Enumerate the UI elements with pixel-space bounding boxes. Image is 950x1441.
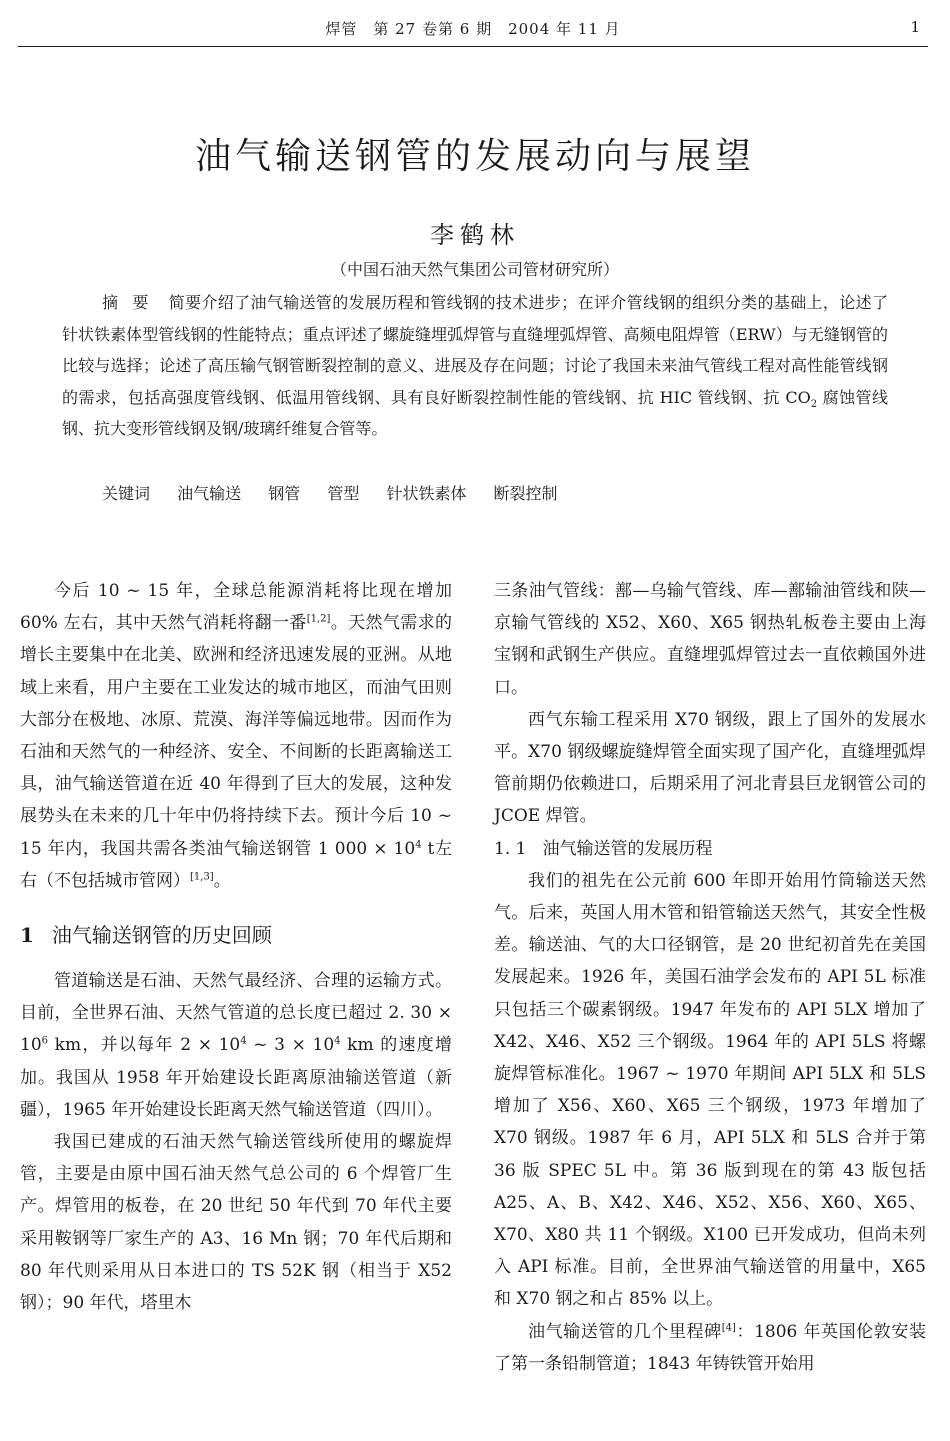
paper-title: 油气输送钢管的发展动向与展望 bbox=[194, 136, 755, 177]
body-paragraph: 我们的祖先在公元前 600 年即开始用竹筒输送天然气。后来，英国人用木管和铅管输送天然气，其安全性极差。输送油、气的大口径钢管，是 20 世纪初首先在美国发展起来。1926 年，美国石油学会发布的 API 5L 标准只包括三个碳素钢级。1947 年发布的 API 5LX 增加了 X42、X46、X52 三个钢级。1964 年的 API 5LS 将螺旋焊管标准化。1967 ~ 1970 年期间 API 5LX 和 5LS 增加了 X56、X60、X65 三个钢级，1973 年增加了 X70 钢级。1987 年 6 月，API 5LX 和 5LS 合并于第 36 版 SPEC 5L 中。第 36 版到现在的第 43 版包括 A25、A、B、X42、X46、X52、X56、X60、X65、X70、X80 共 11 个钢级。X100 已开发成功，但尚未列入 API 标准。目前，全世界油气输送管的用量中，X65 和 X70 钢之和占 85% 以上。 bbox=[494, 870, 926, 1310]
abstract-co2-subscript: 2 bbox=[810, 398, 818, 410]
text-run: km，并以每年 2 × 10 bbox=[48, 1035, 241, 1056]
running-header bbox=[18, 14, 928, 47]
body-paragraph: 西气东输工程采用 X70 钢级，跟上了国外的发展水平。X70 钢级螺旋缝焊管全面实现了国产化，直缝埋弧焊管前期仍依赖进口，后期采用了河北青县巨龙钢管公司的 JCOE 焊管。 bbox=[494, 709, 926, 827]
keyword-item: 油气输送 bbox=[177, 484, 242, 503]
journal-info: 焊管 第 27 卷第 6 期 2004 年 11 月 bbox=[325, 20, 621, 38]
exponent: 6 bbox=[41, 1035, 49, 1047]
section-heading bbox=[20, 919, 452, 951]
section-title: 油气输送钢管的历史回顾 bbox=[51, 923, 272, 948]
text-run: km 的速度增加。我国从 1958 年开始建设长距离原油输送管道（新疆），1965 年开始建设长距离天然气输送管道（四川）。 bbox=[20, 1035, 452, 1120]
abstract-label: 摘要 bbox=[102, 293, 163, 312]
keyword-item: 断裂控制 bbox=[493, 484, 558, 503]
keywords-label: 关键词 bbox=[102, 484, 151, 503]
abstract-text-part2: 腐蚀管线钢、抗大变形管线钢及钢/玻璃纤维复合管等。 bbox=[62, 387, 888, 438]
text-run: ~ 3 × 10 bbox=[246, 1035, 335, 1056]
right-column bbox=[494, 575, 926, 1380]
author-name: 李鹤林 bbox=[430, 221, 520, 249]
section-number: 1 bbox=[20, 923, 34, 948]
text-run: t左右（不包括城市管网） bbox=[20, 838, 452, 891]
author-affiliation: （中国石油天然气集团公司管材研究所） bbox=[330, 260, 619, 279]
subsection-number: 1. 1 bbox=[494, 838, 527, 859]
intro-paragraph bbox=[20, 575, 452, 897]
page-number: 1 bbox=[910, 18, 920, 36]
left-column bbox=[20, 575, 452, 1319]
exponent: 4 bbox=[334, 1035, 341, 1047]
citation: [1,2] bbox=[306, 613, 331, 625]
text-run: ：1806 年英国伦敦安装了第一条铅制管道；1843 年铸铁管开始用 bbox=[494, 1321, 926, 1374]
body-paragraph: 我国已建成的石油天然气输送管线所使用的螺旋焊管，主要是由原中国石油天然气总公司的 6 个焊管厂生产。焊管用的板卷，在 20 世纪 50 年代到 70 年代主要采用鞍钢等厂家生产的 A3、16 Mn 钢；70 年代后期和 80 年代则采用从日本进口的 TS 52K 钢（相当于 X52 钢）；90 年代，塔里木 bbox=[20, 1132, 452, 1314]
body-paragraph bbox=[20, 965, 452, 1126]
citation: [4] bbox=[721, 1322, 736, 1334]
body-paragraph bbox=[494, 1316, 926, 1380]
citation: [1,3] bbox=[190, 871, 214, 883]
subsection-title: 油气输送管的发展历程 bbox=[542, 838, 713, 859]
abstract bbox=[62, 287, 888, 445]
keyword-item: 针状铁素体 bbox=[386, 484, 467, 503]
keyword-item: 钢管 bbox=[268, 484, 301, 503]
text-run: 今后 10 ~ 15 年，全球总能源消耗将比现在增加 60% 左右，其中天然气消耗将翻一番 bbox=[20, 581, 452, 634]
text-run: 。 bbox=[213, 870, 231, 891]
keywords bbox=[102, 481, 580, 504]
text-run: 管道输送是石油、天然气最经济、合理的运输方式。目前，全世界石油、天然气管道的总长度已超过 2. 30 × 10 bbox=[20, 971, 452, 1056]
abstract-text-part1: 简要介绍了油气输送管的发展历程和管线钢的技术进步；在评介管线钢的组织分类的基础上，论述了针状铁素体型管线钢的性能特点；重点评述了螺旋缝埋弧焊管与直缝埋弧焊管、高频电阻焊管（ERW）与无缝钢管的比较与选择；论述了高压输气钢管断裂控制的意义、进展及存在问题；讨论了我国未来油气管线工程对高性能管线钢的需求，包括高强度管线钢、低温用管线钢、具有良好断裂控制性能的管线钢、抗 HIC 管线钢、抗 CO bbox=[62, 293, 888, 407]
body-paragraph-continued: 三条油气管线：鄯—乌输气管线、库—鄯输油管线和陕—京输气管线的 X52、X60、X65 钢热轧板卷主要由上海宝钢和武钢生产供应。直缝埋弧焊管过去一直依赖国外进口。 bbox=[494, 581, 926, 698]
text-run: 。天然气需求的增长主要集中在北美、欧洲和经济迅速发展的亚洲。从地域上来看，用户主要在工业发达的城市地区，而油气田则大部分在极地、冰原、荒漠、海洋等偏远地带。因而作为石油和天然气的一种经济、安全、不间断的长距离输送工具，油气输送管道在近 40 年得到了巨大的发展，这种发展势头在未来的几十年中仍将持续下去。预计今后 10 ~ 15 年内，我国共需各类油气输送钢管 1 000 × 10 bbox=[20, 613, 452, 859]
exponent: 4 bbox=[415, 838, 422, 850]
subsection-heading bbox=[494, 833, 926, 865]
exponent: 4 bbox=[240, 1035, 247, 1047]
keyword-item: 管型 bbox=[327, 484, 360, 503]
text-run: 油气输送管的几个里程碑 bbox=[528, 1321, 722, 1342]
